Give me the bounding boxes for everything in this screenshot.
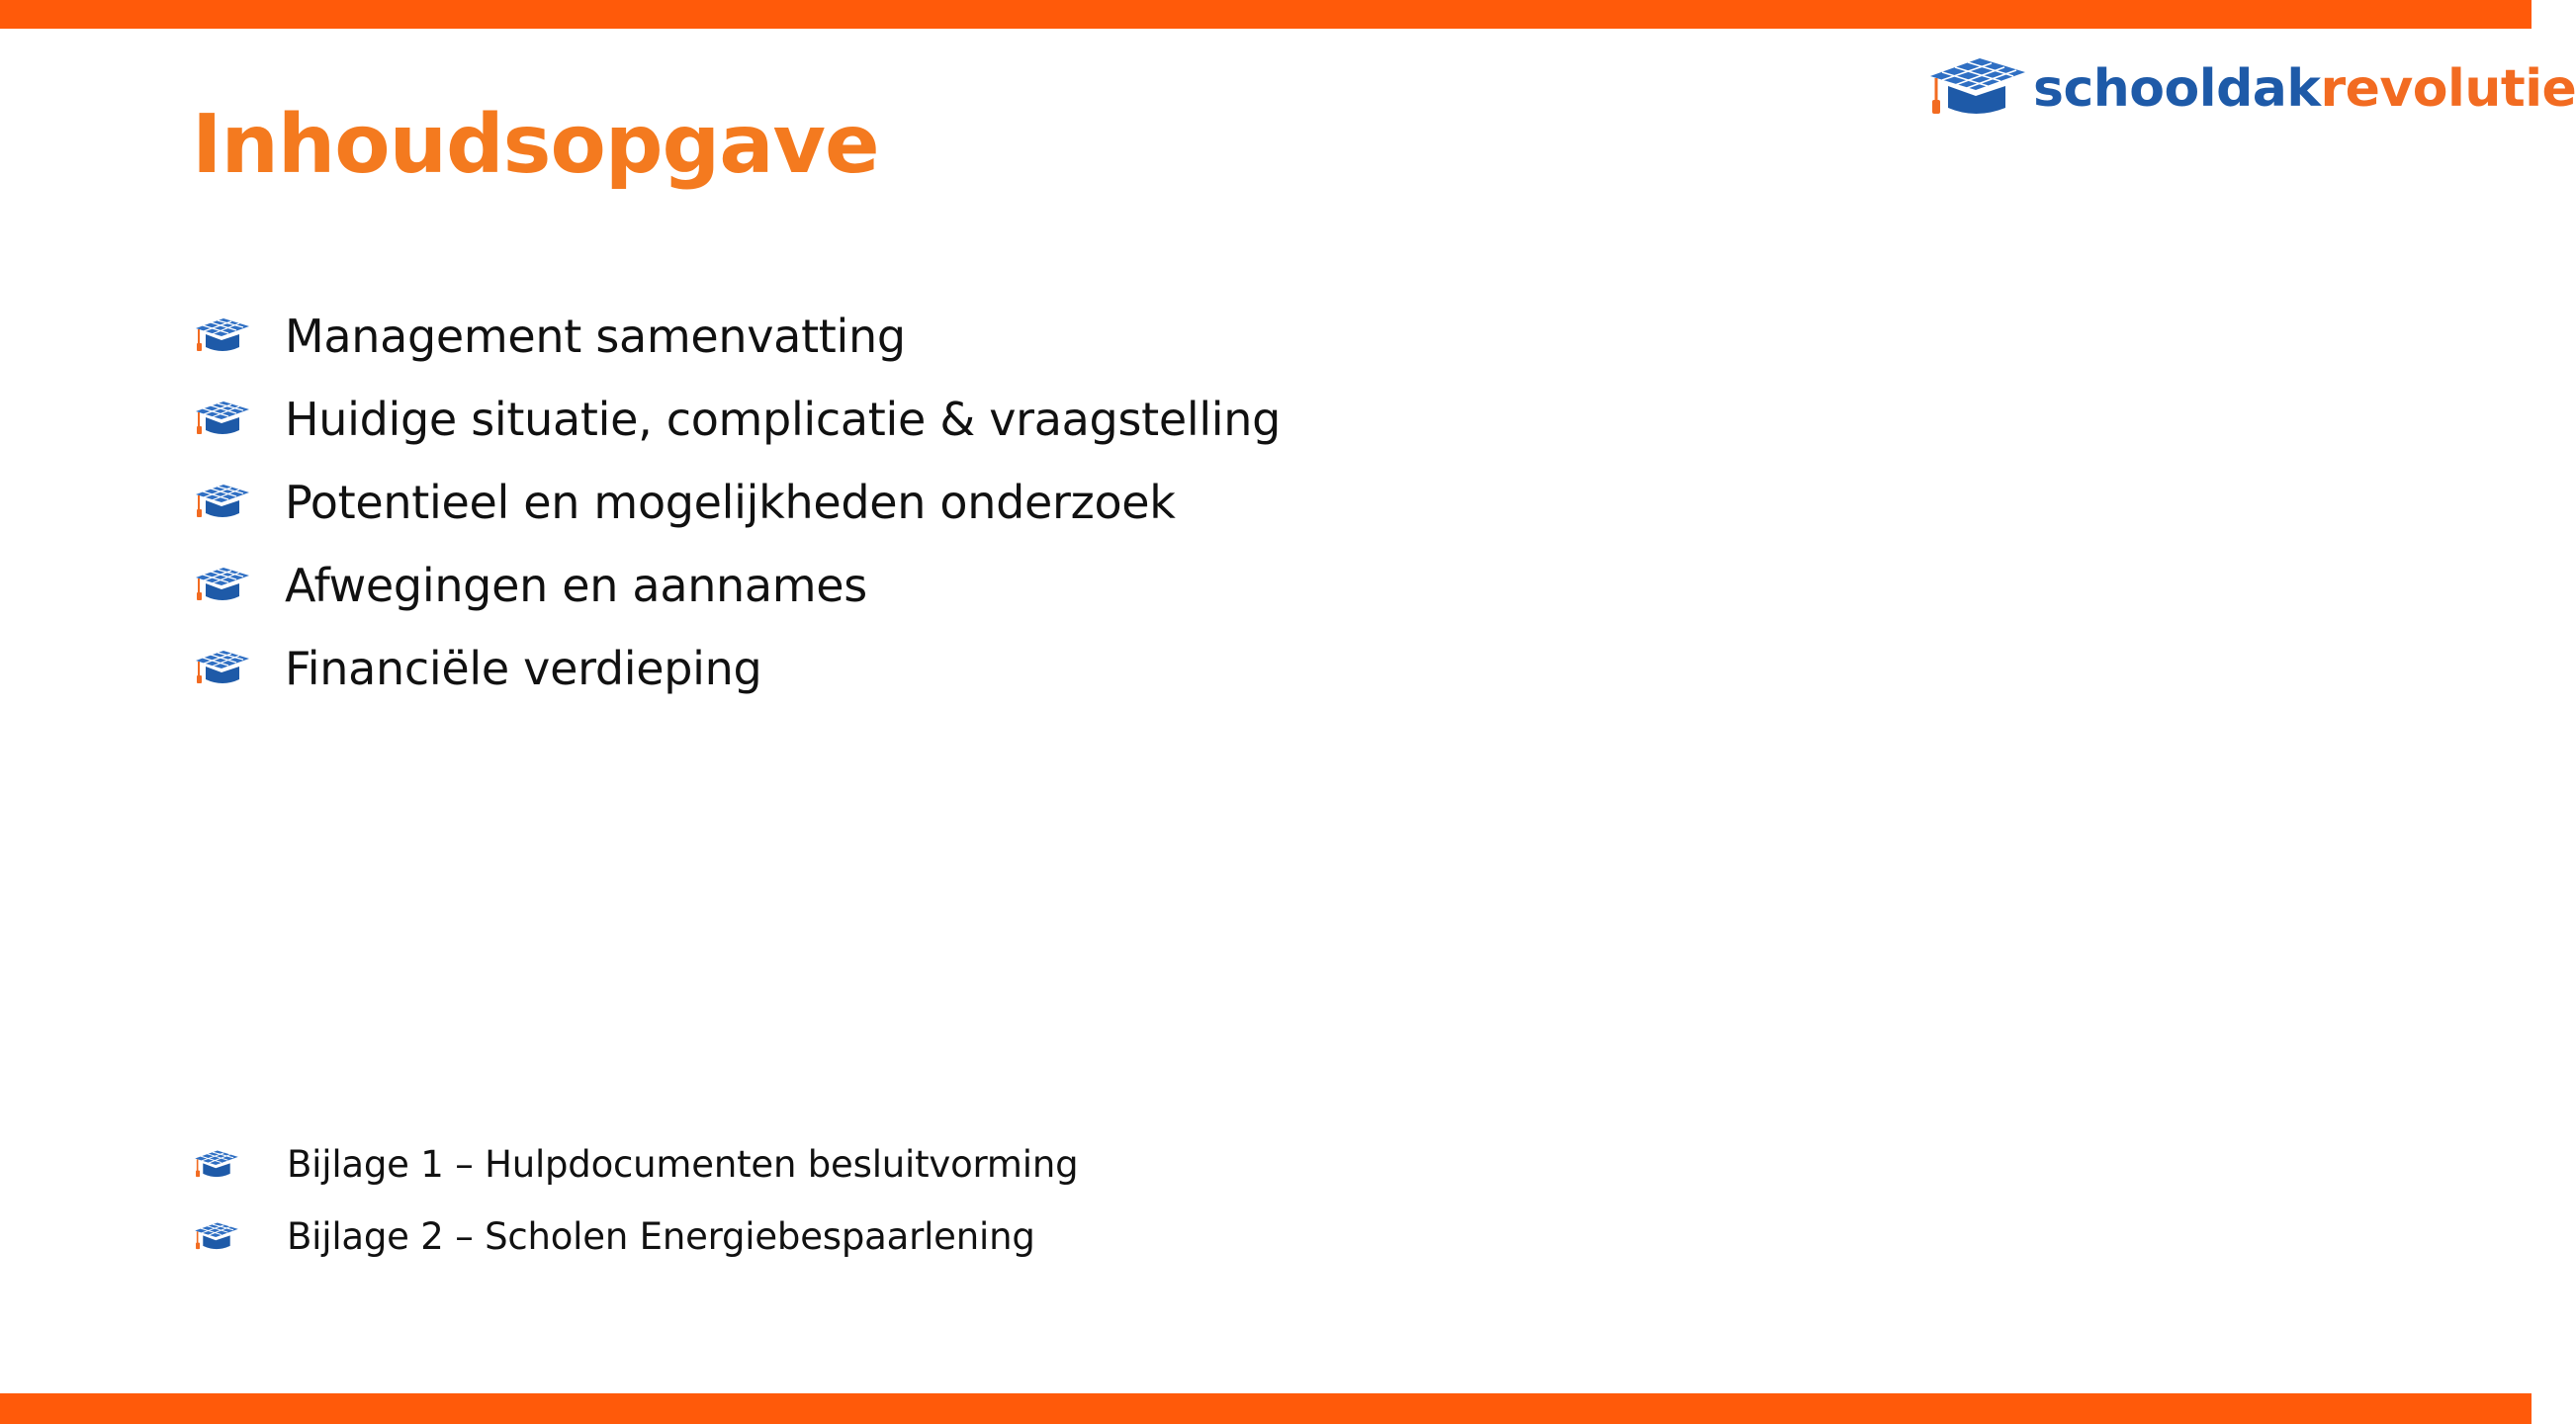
graduation-cap-icon — [192, 481, 253, 524]
appendix-item-label: Bijlage 1 – Hulpdocumenten besluitvorming — [287, 1143, 1079, 1186]
toc-item — [192, 627, 1281, 710]
logo-text-schooldak: schooldak — [2033, 59, 2321, 119]
graduation-cap-icon — [192, 647, 253, 690]
logo-text — [2033, 59, 2576, 119]
page-title: Inhoudsopgave — [192, 98, 879, 192]
logo-text-revolutie: revolutie — [2320, 59, 2576, 119]
toc-item-label: Huidige situatie, complicatie & vraagstelling — [285, 393, 1282, 446]
appendix-list — [192, 1128, 1078, 1273]
appendix-item — [192, 1201, 1078, 1273]
graduation-cap-icon — [192, 564, 253, 607]
appendix-item-label: Bijlage 2 – Scholen Energiebespaarlening — [287, 1215, 1035, 1258]
bottom-accent-bar — [0, 1393, 2532, 1424]
graduation-cap-icon — [192, 314, 253, 358]
toc-item-label: Afwegingen en aannames — [285, 559, 867, 612]
toc-item-label: Potentieel en mogelijkheden onderzoek — [285, 476, 1176, 529]
top-accent-bar — [0, 0, 2532, 29]
graduation-cap-icon — [192, 1147, 241, 1183]
graduation-cap-icon — [192, 398, 253, 441]
toc-item — [192, 295, 1281, 378]
graduation-cap-icon — [192, 1219, 241, 1255]
appendix-item — [192, 1128, 1078, 1201]
toc-item — [192, 461, 1281, 544]
graduation-cap-solar-panel-icon — [1922, 54, 2027, 124]
toc-item — [192, 544, 1281, 627]
brand-logo — [1922, 49, 2576, 129]
toc-item — [192, 378, 1281, 461]
toc-item-label: Financiële verdieping — [285, 642, 762, 695]
toc-item-label: Management samenvatting — [285, 310, 906, 363]
table-of-contents — [192, 295, 1281, 710]
